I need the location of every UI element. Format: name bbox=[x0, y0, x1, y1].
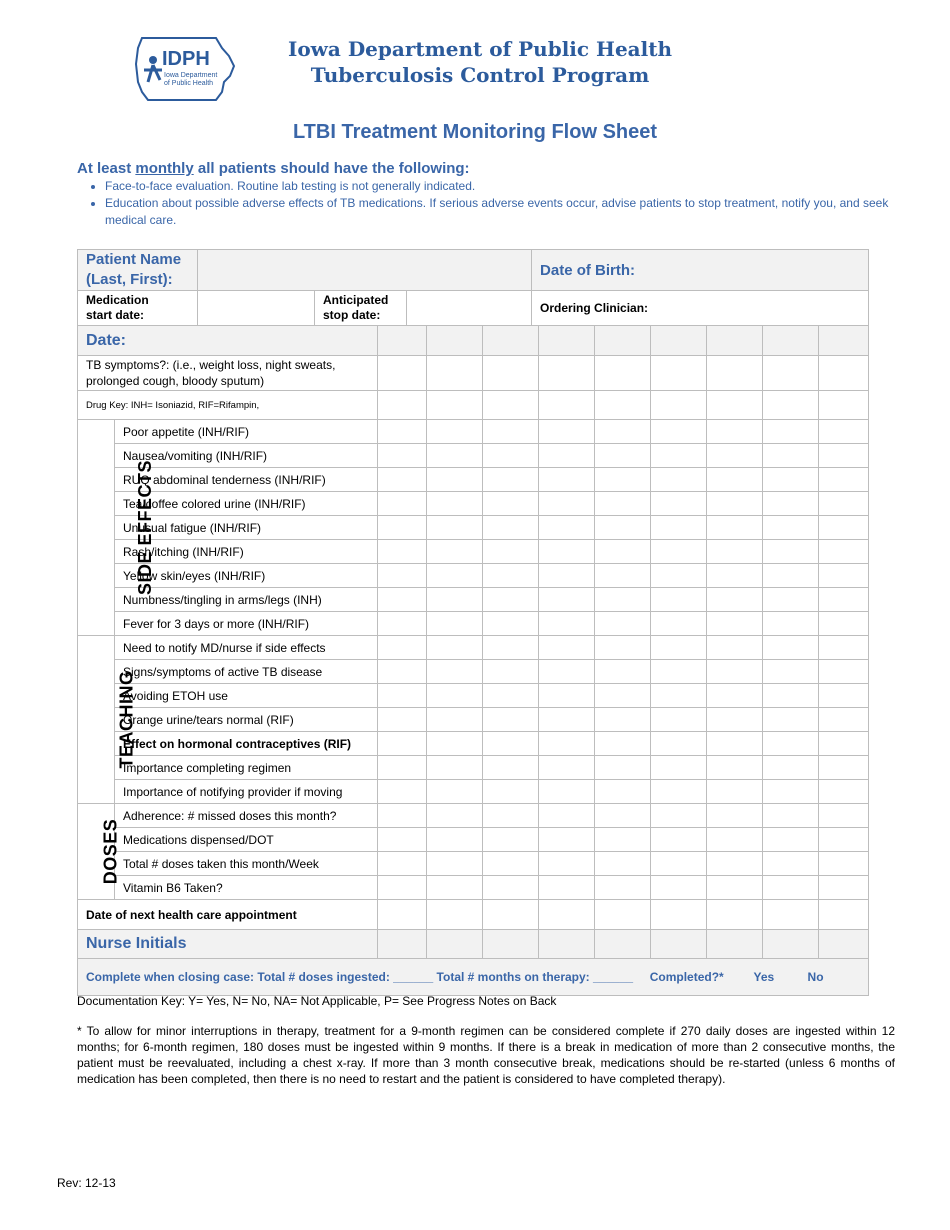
checklist-item-cell-9[interactable] bbox=[819, 444, 869, 468]
checklist-item-cell-8[interactable] bbox=[763, 612, 819, 636]
checklist-item-cell-6[interactable] bbox=[651, 732, 707, 756]
nurse-initials-cell-2[interactable] bbox=[427, 930, 483, 959]
checklist-item-cell-7[interactable] bbox=[707, 660, 763, 684]
checklist-item-cell-7[interactable] bbox=[707, 420, 763, 444]
patient-name-field[interactable] bbox=[198, 250, 532, 291]
checklist-item-cell-8[interactable] bbox=[763, 756, 819, 780]
tb-symptoms-line1: TB symptoms?: (i.e., weight loss, night sweats, bbox=[86, 358, 336, 372]
checklist-item-cell-7[interactable] bbox=[707, 588, 763, 612]
nurse-initials-label: Nurse Initials bbox=[78, 930, 378, 959]
drug-key-cell-5[interactable] bbox=[595, 391, 651, 420]
checklist-item-label: Rash/itching (INH/RIF) bbox=[115, 540, 378, 564]
checklist-item-cell-5[interactable] bbox=[595, 516, 651, 540]
intro-bullet: • Face-to-face evaluation. Routine lab testing is not generally indicated. bbox=[105, 178, 895, 195]
checklist-item-cell-3[interactable] bbox=[483, 492, 539, 516]
checklist-item-cell-2[interactable] bbox=[427, 540, 483, 564]
checklist-item-cell-2[interactable] bbox=[427, 828, 483, 852]
checklist-item-cell-8[interactable] bbox=[763, 444, 819, 468]
tb-symptoms-cell-4[interactable] bbox=[539, 356, 595, 391]
checklist-item-cell-5[interactable] bbox=[595, 804, 651, 828]
checklist-item-cell-3[interactable] bbox=[483, 636, 539, 660]
revision-label: Rev: 12-13 bbox=[57, 1176, 116, 1190]
checklist-item-cell-3[interactable] bbox=[483, 684, 539, 708]
checklist-item-cell-7[interactable] bbox=[707, 636, 763, 660]
intro-heading bbox=[77, 160, 470, 177]
checklist-item-cell-6[interactable] bbox=[651, 684, 707, 708]
checklist-item-cell-7[interactable] bbox=[707, 540, 763, 564]
checklist-item-cell-9[interactable] bbox=[819, 468, 869, 492]
checklist-item-cell-7[interactable] bbox=[707, 684, 763, 708]
date-cell-9[interactable] bbox=[819, 326, 869, 356]
checklist-item-cell-9[interactable] bbox=[819, 420, 869, 444]
checklist-item-cell-6[interactable] bbox=[651, 492, 707, 516]
checklist-item-cell-2[interactable] bbox=[427, 492, 483, 516]
checklist-item-cell-1[interactable] bbox=[378, 708, 427, 732]
tb-symptoms-cell-1[interactable] bbox=[378, 356, 427, 391]
checklist-item-cell-8[interactable] bbox=[763, 852, 819, 876]
checklist-item-cell-8[interactable] bbox=[763, 492, 819, 516]
intro-heading-underlined: monthly bbox=[135, 160, 194, 177]
checklist-item-cell-6[interactable] bbox=[651, 804, 707, 828]
nurse-initials-cell-8[interactable] bbox=[763, 930, 819, 959]
patient-name-label-line2: (Last, First): bbox=[86, 271, 173, 288]
checklist-item-label: Poor appetite (INH/RIF) bbox=[115, 420, 378, 444]
checklist-item-cell-4[interactable] bbox=[539, 444, 595, 468]
checklist-item-cell-4[interactable] bbox=[539, 780, 595, 804]
checklist-item-cell-3[interactable] bbox=[483, 780, 539, 804]
checklist-item-cell-8[interactable] bbox=[763, 708, 819, 732]
checklist-item-cell-8[interactable] bbox=[763, 828, 819, 852]
checklist-item-cell-6[interactable] bbox=[651, 852, 707, 876]
checklist-item-label: Fever for 3 days or more (INH/RIF) bbox=[115, 612, 378, 636]
patient-name-label bbox=[78, 250, 198, 291]
nurse-initials-cell-6[interactable] bbox=[651, 930, 707, 959]
tb-symptoms-cell-6[interactable] bbox=[651, 356, 707, 391]
checklist-item-cell-2[interactable] bbox=[427, 756, 483, 780]
closing-case-row[interactable]: Complete when closing case: Total # doses ingested: ______ Total # months on therapy: ______ Completed?* Yes No bbox=[78, 959, 869, 996]
checklist-item-cell-2[interactable] bbox=[427, 852, 483, 876]
idph-logo bbox=[130, 34, 240, 104]
checklist-item-label: Importance completing regimen bbox=[115, 756, 378, 780]
checklist-item-cell-7[interactable] bbox=[707, 732, 763, 756]
anticipated-stop-field[interactable] bbox=[407, 291, 532, 326]
checklist-item-label: Importance of notifying provider if moving bbox=[115, 780, 378, 804]
checklist-item-cell-6[interactable] bbox=[651, 588, 707, 612]
checklist-item-cell-9[interactable] bbox=[819, 780, 869, 804]
checklist-item-cell-2[interactable] bbox=[427, 708, 483, 732]
section-label-side-effects bbox=[78, 420, 156, 636]
medication-start-label-line1: Medication bbox=[86, 293, 149, 307]
checklist-item-cell-9[interactable] bbox=[819, 732, 869, 756]
medication-start-field[interactable] bbox=[198, 291, 315, 326]
checklist-item-cell-1[interactable] bbox=[378, 444, 427, 468]
checklist-item-cell-6[interactable] bbox=[651, 828, 707, 852]
checklist-item-cell-1[interactable] bbox=[378, 684, 427, 708]
checklist-item-cell-1[interactable] bbox=[378, 876, 427, 900]
checklist-item-label: Nausea/vomiting (INH/RIF) bbox=[115, 444, 378, 468]
checklist-item-cell-4[interactable] bbox=[539, 660, 595, 684]
checklist-item-cell-4[interactable] bbox=[539, 492, 595, 516]
next-appointment-cell-2[interactable] bbox=[427, 900, 483, 930]
checklist-item-cell-5[interactable] bbox=[595, 852, 651, 876]
checklist-item-cell-8[interactable] bbox=[763, 732, 819, 756]
date-cell-3[interactable] bbox=[483, 326, 539, 356]
patient-info-table bbox=[77, 249, 869, 326]
logo-subtitle-line2: of Public Health bbox=[164, 80, 214, 87]
checklist-item-cell-1[interactable] bbox=[378, 756, 427, 780]
checklist-item-label: Vitamin B6 Taken? bbox=[115, 876, 378, 900]
checklist-item-label: Orange urine/tears normal (RIF) bbox=[115, 708, 378, 732]
checklist-item-cell-1[interactable] bbox=[378, 636, 427, 660]
checklist-item-cell-3[interactable] bbox=[483, 828, 539, 852]
date-of-birth-field[interactable] bbox=[532, 250, 869, 291]
date-cell-5[interactable] bbox=[595, 326, 651, 356]
documentation-key: Documentation Key: Y= Yes, N= No, NA= Not Applicable, P= See Progress Notes on Back bbox=[77, 994, 557, 1008]
medication-start-label bbox=[78, 291, 198, 326]
checklist-item-cell-8[interactable] bbox=[763, 516, 819, 540]
checklist-item-label: RUQ abdominal tenderness (INH/RIF) bbox=[115, 468, 378, 492]
checklist-item-cell-3[interactable] bbox=[483, 732, 539, 756]
drug-key-cell-3[interactable] bbox=[483, 391, 539, 420]
checklist-item-cell-3[interactable] bbox=[483, 756, 539, 780]
checklist-item-cell-1[interactable] bbox=[378, 828, 427, 852]
checklist-item-cell-5[interactable] bbox=[595, 444, 651, 468]
medication-start-label-line2: start date: bbox=[86, 308, 145, 322]
drug-key-cell-8[interactable] bbox=[763, 391, 819, 420]
checklist-item-label: Numbness/tingling in arms/legs (INH) bbox=[115, 588, 378, 612]
checklist-item-cell-5[interactable] bbox=[595, 588, 651, 612]
checklist-item-cell-8[interactable] bbox=[763, 636, 819, 660]
checklist-item-cell-3[interactable] bbox=[483, 444, 539, 468]
checklist-item-cell-2[interactable] bbox=[427, 660, 483, 684]
section-label-text: SIDE EFFECTS bbox=[135, 459, 156, 596]
section-label-text: TEACHING bbox=[116, 670, 137, 769]
checklist-item-cell-5[interactable] bbox=[595, 612, 651, 636]
next-appointment-cell-3[interactable] bbox=[483, 900, 539, 930]
checklist-item-label: Total # doses taken this month/Week bbox=[115, 852, 378, 876]
tb-symptoms-label bbox=[78, 356, 378, 391]
checklist-item-cell-4[interactable] bbox=[539, 612, 595, 636]
checklist-item-cell-6[interactable] bbox=[651, 420, 707, 444]
intro-heading-pre: At least bbox=[77, 160, 136, 177]
checklist-item-cell-8[interactable] bbox=[763, 780, 819, 804]
checklist-item-cell-8[interactable] bbox=[763, 468, 819, 492]
page-title: LTBI Treatment Monitoring Flow Sheet bbox=[292, 121, 658, 143]
checklist-item-cell-4[interactable] bbox=[539, 636, 595, 660]
checklist-item-cell-9[interactable] bbox=[819, 804, 869, 828]
checklist-item-cell-1[interactable] bbox=[378, 852, 427, 876]
checklist-item-cell-7[interactable] bbox=[707, 852, 763, 876]
tb-symptoms-cell-7[interactable] bbox=[707, 356, 763, 391]
checklist-item-cell-2[interactable] bbox=[427, 876, 483, 900]
checklist-item-cell-1[interactable] bbox=[378, 732, 427, 756]
checklist-item-label: Medications dispensed/DOT bbox=[115, 828, 378, 852]
checklist-item-cell-4[interactable] bbox=[539, 828, 595, 852]
checklist-item-cell-7[interactable] bbox=[707, 612, 763, 636]
checklist-item-cell-7[interactable] bbox=[707, 468, 763, 492]
checklist-item-cell-6[interactable] bbox=[651, 780, 707, 804]
checklist-item-cell-3[interactable] bbox=[483, 708, 539, 732]
date-cell-1[interactable] bbox=[378, 326, 427, 356]
nurse-initials-cell-9[interactable] bbox=[819, 930, 869, 959]
checklist-item-cell-9[interactable] bbox=[819, 612, 869, 636]
checklist-item-cell-4[interactable] bbox=[539, 420, 595, 444]
date-cell-2[interactable] bbox=[427, 326, 483, 356]
checklist-item-cell-3[interactable] bbox=[483, 852, 539, 876]
checklist-item-cell-7[interactable] bbox=[707, 564, 763, 588]
tb-symptoms-cell-8[interactable] bbox=[763, 356, 819, 391]
checklist-item-cell-7[interactable] bbox=[707, 876, 763, 900]
checklist-item-cell-5[interactable] bbox=[595, 540, 651, 564]
checklist-item-cell-1[interactable] bbox=[378, 564, 427, 588]
checklist-item-cell-6[interactable] bbox=[651, 516, 707, 540]
anticipated-stop-label-line2: stop date: bbox=[323, 308, 381, 322]
patient-name-label-line1: Patient Name bbox=[86, 251, 182, 268]
drug-key-cell-7[interactable] bbox=[707, 391, 763, 420]
checklist-item-cell-2[interactable] bbox=[427, 588, 483, 612]
checklist-item-cell-4[interactable] bbox=[539, 468, 595, 492]
checklist-item-cell-9[interactable] bbox=[819, 852, 869, 876]
checklist-item-cell-4[interactable] bbox=[539, 708, 595, 732]
nurse-initials-cell-1[interactable] bbox=[378, 930, 427, 959]
checklist-item-cell-5[interactable] bbox=[595, 828, 651, 852]
checklist-item-cell-7[interactable] bbox=[707, 756, 763, 780]
checklist-item-cell-3[interactable] bbox=[483, 420, 539, 444]
checklist-item-cell-8[interactable] bbox=[763, 564, 819, 588]
next-appointment-cell-5[interactable] bbox=[595, 900, 651, 930]
checklist-item-cell-4[interactable] bbox=[539, 564, 595, 588]
checklist-item-cell-5[interactable] bbox=[595, 684, 651, 708]
checklist-item-cell-9[interactable] bbox=[819, 660, 869, 684]
nurse-initials-cell-5[interactable] bbox=[595, 930, 651, 959]
checklist-item-cell-9[interactable] bbox=[819, 684, 869, 708]
checklist-item-cell-7[interactable] bbox=[707, 444, 763, 468]
checklist-item-cell-8[interactable] bbox=[763, 876, 819, 900]
checklist-item-label: Signs/symptoms of active TB disease bbox=[115, 660, 378, 684]
checklist-item-cell-6[interactable] bbox=[651, 708, 707, 732]
checklist-item-cell-1[interactable] bbox=[378, 588, 427, 612]
checklist-item-cell-3[interactable] bbox=[483, 660, 539, 684]
anticipated-stop-label-line1: Anticipated bbox=[323, 293, 389, 307]
next-appointment-cell-9[interactable] bbox=[819, 900, 869, 930]
checklist-item-cell-2[interactable] bbox=[427, 804, 483, 828]
checklist-item-cell-1[interactable] bbox=[378, 516, 427, 540]
drug-key-cell-9[interactable] bbox=[819, 391, 869, 420]
checklist-item-label: Need to notify MD/nurse if side effects bbox=[115, 636, 378, 660]
date-cell-4[interactable] bbox=[539, 326, 595, 356]
checklist-item-cell-3[interactable] bbox=[483, 588, 539, 612]
checklist-item-cell-5[interactable] bbox=[595, 780, 651, 804]
checklist-item-cell-9[interactable] bbox=[819, 828, 869, 852]
checklist-item-cell-3[interactable] bbox=[483, 516, 539, 540]
section-label-doses bbox=[78, 804, 121, 900]
checklist-item-cell-6[interactable] bbox=[651, 612, 707, 636]
next-appointment-cell-7[interactable] bbox=[707, 900, 763, 930]
checklist-item-cell-4[interactable] bbox=[539, 516, 595, 540]
checklist-item-cell-5[interactable] bbox=[595, 492, 651, 516]
checklist-item-cell-4[interactable] bbox=[539, 756, 595, 780]
section-label-teaching bbox=[78, 636, 137, 804]
checklist-item-cell-6[interactable] bbox=[651, 876, 707, 900]
checklist-item-cell-8[interactable] bbox=[763, 660, 819, 684]
tb-symptoms-cell-3[interactable] bbox=[483, 356, 539, 391]
tb-symptoms-line2: prolonged cough, bloody sputum) bbox=[86, 374, 265, 388]
date-label: Date: bbox=[78, 326, 378, 356]
checklist-item-cell-2[interactable] bbox=[427, 780, 483, 804]
checklist-item-cell-4[interactable] bbox=[539, 732, 595, 756]
ordering-clinician-label: Ordering Clinician: bbox=[540, 300, 649, 315]
checklist-item-cell-8[interactable] bbox=[763, 588, 819, 612]
checklist-item-cell-2[interactable] bbox=[427, 444, 483, 468]
checklist-item-cell-2[interactable] bbox=[427, 516, 483, 540]
checklist-item-cell-4[interactable] bbox=[539, 876, 595, 900]
tb-symptoms-cell-5[interactable] bbox=[595, 356, 651, 391]
checklist-item-cell-5[interactable] bbox=[595, 756, 651, 780]
checklist-item-label: Yellow skin/eyes (INH/RIF) bbox=[115, 564, 378, 588]
checklist-item-cell-5[interactable] bbox=[595, 468, 651, 492]
checklist-item-cell-5[interactable] bbox=[595, 876, 651, 900]
checklist-item-cell-5[interactable] bbox=[595, 636, 651, 660]
checklist-item-cell-9[interactable] bbox=[819, 516, 869, 540]
checklist-item-cell-3[interactable] bbox=[483, 468, 539, 492]
ordering-clinician-field[interactable] bbox=[532, 291, 869, 326]
next-appointment-cell-8[interactable] bbox=[763, 900, 819, 930]
checklist-item-label: Avoiding ETOH use bbox=[115, 684, 378, 708]
checklist-item-label: Adherence: # missed doses this month? bbox=[115, 804, 378, 828]
checklist-item-cell-1[interactable] bbox=[378, 780, 427, 804]
checklist-item-cell-6[interactable] bbox=[651, 636, 707, 660]
drug-key-label: Drug Key: INH= Isoniazid, RIF=Rifampin, bbox=[78, 391, 378, 420]
drug-key-cell-1[interactable] bbox=[378, 391, 427, 420]
tb-symptoms-cell-9[interactable] bbox=[819, 356, 869, 391]
checklist-item-label: Tea/coffee colored urine (INH/RIF) bbox=[115, 492, 378, 516]
checklist-item-cell-9[interactable] bbox=[819, 876, 869, 900]
intro-bullet: • Education about possible adverse effects of TB medications. If serious adverse events occur, advise patients to stop treatment, notify you, and seek medical care. bbox=[105, 195, 895, 229]
checklist-item-cell-5[interactable] bbox=[595, 708, 651, 732]
next-appointment-cell-4[interactable] bbox=[539, 900, 595, 930]
checklist-item-cell-4[interactable] bbox=[539, 540, 595, 564]
date-of-birth-label: Date of Birth: bbox=[540, 261, 636, 279]
org-line-2: Tuberculosis Control Program bbox=[310, 63, 650, 87]
next-appointment-label: Date of next health care appointment bbox=[78, 900, 378, 930]
checklist-item-cell-1[interactable] bbox=[378, 420, 427, 444]
checklist-item-cell-2[interactable] bbox=[427, 612, 483, 636]
checklist-item-cell-7[interactable] bbox=[707, 492, 763, 516]
date-cell-8[interactable] bbox=[763, 326, 819, 356]
anticipated-stop-label bbox=[315, 291, 407, 326]
checklist-item-cell-1[interactable] bbox=[378, 468, 427, 492]
section-label-text: DOSES bbox=[100, 818, 121, 885]
checklist-item-cell-3[interactable] bbox=[483, 612, 539, 636]
nurse-initials-cell-3[interactable] bbox=[483, 930, 539, 959]
checklist-item-cell-9[interactable] bbox=[819, 540, 869, 564]
monitoring-table bbox=[77, 325, 869, 996]
checklist-item-cell-6[interactable] bbox=[651, 564, 707, 588]
logo-acronym: IDPH bbox=[162, 48, 210, 70]
checklist-item-cell-8[interactable] bbox=[763, 804, 819, 828]
checklist-item-cell-7[interactable] bbox=[707, 516, 763, 540]
nurse-initials-cell-7[interactable] bbox=[707, 930, 763, 959]
drug-key-cell-6[interactable] bbox=[651, 391, 707, 420]
tb-symptoms-cell-2[interactable] bbox=[427, 356, 483, 391]
checklist-item-cell-1[interactable] bbox=[378, 612, 427, 636]
checklist-item-cell-5[interactable] bbox=[595, 660, 651, 684]
checklist-item-cell-5[interactable] bbox=[595, 732, 651, 756]
checklist-item-cell-6[interactable] bbox=[651, 468, 707, 492]
checklist-item-cell-7[interactable] bbox=[707, 828, 763, 852]
checklist-item-cell-4[interactable] bbox=[539, 684, 595, 708]
logo-subtitle-line1: Iowa Department bbox=[164, 72, 218, 79]
checklist-item-cell-9[interactable] bbox=[819, 756, 869, 780]
footnote: * To allow for minor interruptions in therapy, treatment for a 9-month regimen can be considered complete if 270 daily doses are ingested within 12 months; for 6-month regimen, 180 doses must be ingested within 9 months. If there is a break in medication of more than 2 consecutive months, the patient must be reevaluated, including a chest x-ray. If more than 3 month consecutive break, medications should be re-started (unless 6 months of medication has been completed, then there is no need to restart and the patient is considered to have completed therapy). bbox=[77, 1024, 895, 1086]
checklist-item-cell-8[interactable] bbox=[763, 420, 819, 444]
drug-key-cell-4[interactable] bbox=[539, 391, 595, 420]
organization-name bbox=[280, 36, 680, 88]
checklist-item-cell-8[interactable] bbox=[763, 540, 819, 564]
checklist-item-cell-6[interactable] bbox=[651, 756, 707, 780]
checklist-item-cell-8[interactable] bbox=[763, 684, 819, 708]
drug-key-cell-2[interactable] bbox=[427, 391, 483, 420]
checklist-item-cell-2[interactable] bbox=[427, 636, 483, 660]
checklist-item-cell-2[interactable] bbox=[427, 420, 483, 444]
checklist-item-cell-9[interactable] bbox=[819, 588, 869, 612]
checklist-item-cell-4[interactable] bbox=[539, 852, 595, 876]
checklist-item-cell-2[interactable] bbox=[427, 732, 483, 756]
checklist-item-cell-1[interactable] bbox=[378, 804, 427, 828]
checklist-item-cell-2[interactable] bbox=[427, 468, 483, 492]
checklist-item-cell-3[interactable] bbox=[483, 540, 539, 564]
checklist-item-cell-7[interactable] bbox=[707, 804, 763, 828]
checklist-item-cell-7[interactable] bbox=[707, 708, 763, 732]
checklist-item-cell-3[interactable] bbox=[483, 564, 539, 588]
nurse-initials-cell-4[interactable] bbox=[539, 930, 595, 959]
checklist-item-cell-3[interactable] bbox=[483, 876, 539, 900]
checklist-item-cell-1[interactable] bbox=[378, 492, 427, 516]
checklist-item-cell-1[interactable] bbox=[378, 540, 427, 564]
next-appointment-cell-1[interactable] bbox=[378, 900, 427, 930]
checklist-item-cell-6[interactable] bbox=[651, 540, 707, 564]
checklist-item-cell-1[interactable] bbox=[378, 660, 427, 684]
checklist-item-cell-9[interactable] bbox=[819, 564, 869, 588]
checklist-item-cell-9[interactable] bbox=[819, 492, 869, 516]
checklist-item-cell-9[interactable] bbox=[819, 708, 869, 732]
checklist-item-cell-2[interactable] bbox=[427, 684, 483, 708]
checklist-item-label: Unusual fatigue (INH/RIF) bbox=[115, 516, 378, 540]
checklist-item-cell-4[interactable] bbox=[539, 804, 595, 828]
checklist-item-cell-2[interactable] bbox=[427, 564, 483, 588]
checklist-item-cell-3[interactable] bbox=[483, 804, 539, 828]
next-appointment-cell-6[interactable] bbox=[651, 900, 707, 930]
date-cell-6[interactable] bbox=[651, 326, 707, 356]
checklist-item-cell-5[interactable] bbox=[595, 420, 651, 444]
checklist-item-cell-4[interactable] bbox=[539, 588, 595, 612]
checklist-item-cell-6[interactable] bbox=[651, 444, 707, 468]
checklist-item-label: Effect on hormonal contraceptives (RIF) bbox=[115, 732, 378, 756]
date-cell-7[interactable] bbox=[707, 326, 763, 356]
intro-bullet-list bbox=[88, 178, 895, 229]
checklist-item-cell-7[interactable] bbox=[707, 780, 763, 804]
org-line-1: Iowa Department of Public Health bbox=[287, 37, 672, 61]
checklist-item-cell-9[interactable] bbox=[819, 636, 869, 660]
intro-heading-post: all patients should have the following: bbox=[193, 160, 470, 177]
checklist-item-cell-5[interactable] bbox=[595, 564, 651, 588]
checklist-item-cell-6[interactable] bbox=[651, 660, 707, 684]
